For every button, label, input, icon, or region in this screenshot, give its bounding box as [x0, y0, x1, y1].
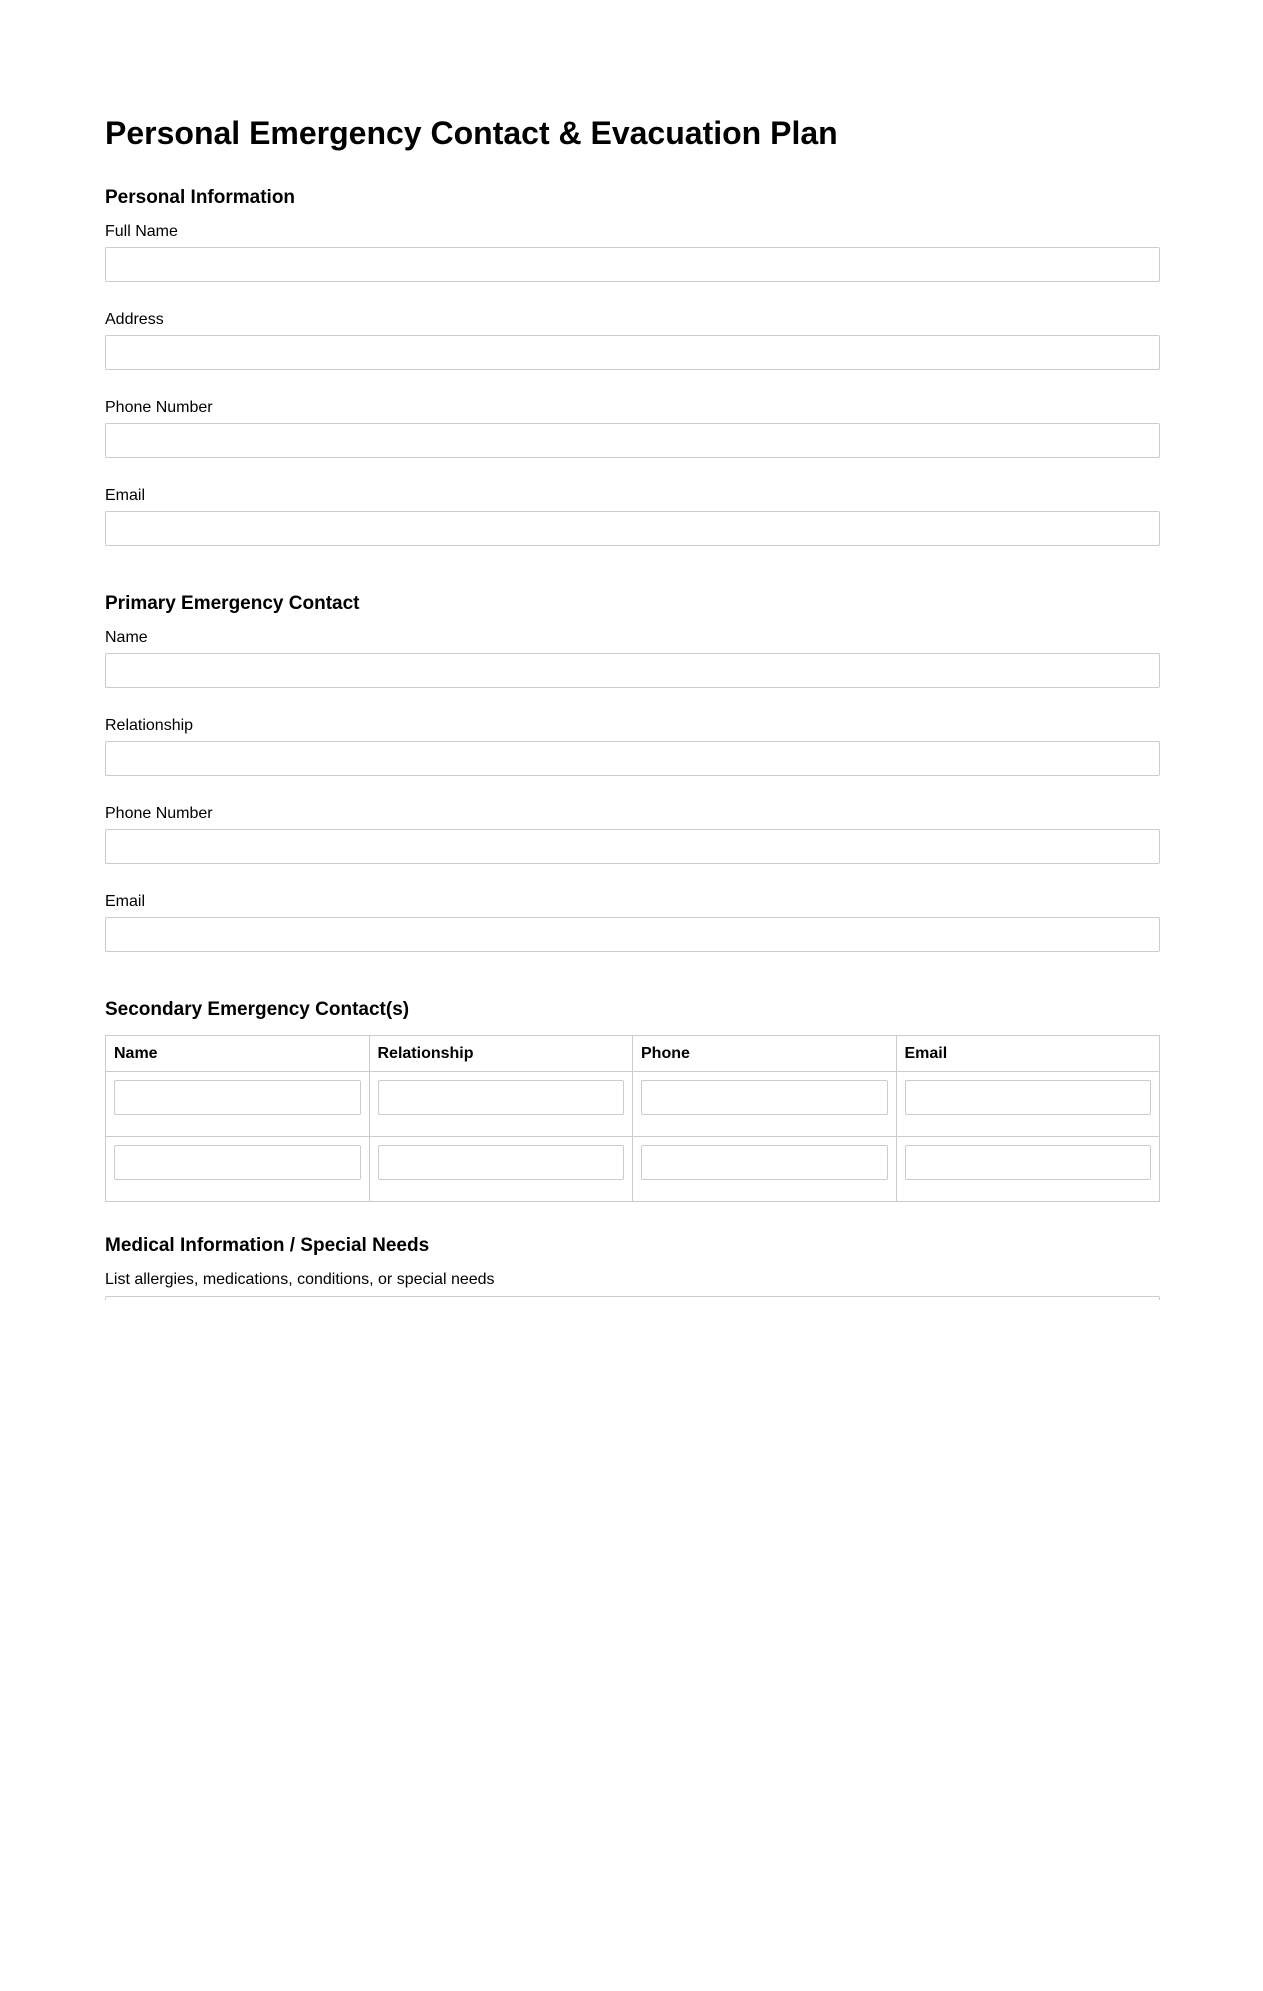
table-cell	[633, 1137, 897, 1202]
secondary-2-relationship-input[interactable]	[378, 1145, 625, 1180]
table-cell	[633, 1072, 897, 1137]
secondary-2-phone-input[interactable]	[641, 1145, 888, 1180]
secondary-1-email-input[interactable]	[905, 1080, 1152, 1115]
section-heading-secondary-emergency-contacts: Secondary Emergency Contact(s)	[105, 999, 410, 1020]
table-cell	[896, 1137, 1160, 1202]
secondary-2-email-input[interactable]	[905, 1145, 1152, 1180]
table-cell	[896, 1072, 1160, 1137]
primary-email-input[interactable]	[105, 917, 1160, 952]
table-row	[106, 1072, 1160, 1137]
primary-relationship-input[interactable]	[105, 741, 1160, 776]
column-header-phone: Phone	[633, 1036, 897, 1072]
table-cell	[369, 1072, 633, 1137]
primary-name-label: Name	[105, 629, 148, 646]
column-header-relationship: Relationship	[369, 1036, 633, 1072]
table-cell	[106, 1137, 370, 1202]
email-input[interactable]	[105, 511, 1160, 546]
table-cell	[369, 1137, 633, 1202]
section-heading-primary-emergency-contact: Primary Emergency Contact	[105, 593, 360, 614]
primary-name-input[interactable]	[105, 653, 1160, 688]
section-heading-medical-information: Medical Information / Special Needs	[105, 1235, 430, 1256]
page-title: Personal Emergency Contact & Evacuation Plan	[105, 115, 838, 151]
table-cell	[106, 1072, 370, 1137]
secondary-1-name-input[interactable]	[114, 1080, 361, 1115]
phone-number-input[interactable]	[105, 423, 1160, 458]
email-label: Email	[105, 487, 146, 504]
full-name-input[interactable]	[105, 247, 1160, 282]
medical-info-label: List allergies, medications, conditions, or special needs	[105, 1271, 495, 1288]
secondary-1-phone-input[interactable]	[641, 1080, 888, 1115]
address-input[interactable]	[105, 335, 1160, 370]
column-header-name: Name	[106, 1036, 370, 1072]
medical-info-textarea[interactable]	[105, 1296, 1160, 1300]
column-header-email: Email	[896, 1036, 1160, 1072]
secondary-contacts-table	[105, 1035, 1160, 1202]
primary-phone-label: Phone Number	[105, 805, 213, 822]
table-header-row	[106, 1036, 1160, 1072]
primary-email-label: Email	[105, 893, 146, 910]
table-row	[106, 1137, 1160, 1202]
secondary-1-relationship-input[interactable]	[378, 1080, 625, 1115]
full-name-label: Full Name	[105, 223, 178, 240]
primary-phone-input[interactable]	[105, 829, 1160, 864]
section-heading-personal-information: Personal Information	[105, 187, 296, 208]
primary-relationship-label: Relationship	[105, 717, 194, 734]
phone-number-label: Phone Number	[105, 399, 213, 416]
address-label: Address	[105, 311, 164, 328]
secondary-2-name-input[interactable]	[114, 1145, 361, 1180]
